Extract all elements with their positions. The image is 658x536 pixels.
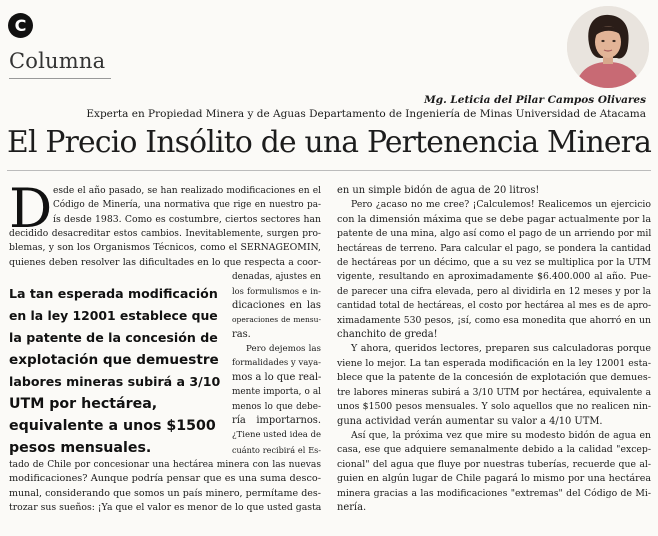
text-line: ximadamente 530 pesos, ¡sí, como esa monedita que ahorró en un bbox=[337, 314, 651, 326]
text-line: blece que la patente de la concesión de explotación que demues- bbox=[337, 372, 651, 384]
text-line: decidido desacreditar estos cambios. Inevitablemente, surgen pro- bbox=[9, 229, 321, 239]
text-line: viene lo mejor. La tan esperada modificación en la ley 12001 esta- bbox=[337, 357, 651, 369]
publication-logo: C bbox=[8, 13, 33, 38]
text-line: en un simple bidón de agua de 20 litros! bbox=[337, 185, 540, 196]
text-line: patente de una mina, algo así como el pago de un arriendo por mil bbox=[337, 228, 652, 240]
column-1-narrow bbox=[232, 270, 321, 457]
text-line: ría importarnos. bbox=[232, 415, 321, 427]
text-line: con la dimensión máxima que se debe pagar actualmente por la bbox=[337, 213, 652, 225]
pull-quote-line: labores mineras subirá a 3/10 bbox=[9, 374, 221, 389]
author-role: Experta en Propiedad Minera y de Aguas Departamento de Ingeniería de Minas Universidad de Atacama bbox=[86, 108, 646, 120]
text-line: de hectáreas por un décimo, que a su vez se multiplica por la UTM bbox=[337, 258, 651, 269]
column-1-bottom bbox=[9, 458, 321, 516]
author-name: Mg. Leticia del Pilar Campos Olivares bbox=[424, 94, 646, 106]
pull-quote-line: UTM por hectárea, bbox=[9, 396, 158, 412]
text-line: de parecer una cifra elevada, pero al dividirla en 12 meses y por la bbox=[337, 286, 651, 297]
column-1-top-full bbox=[9, 227, 321, 270]
text-line: hectáreas de terreno. Para calcular el pago, se pondera la cantidad bbox=[337, 243, 651, 254]
drop-cap: D bbox=[9, 177, 53, 240]
text-line: unos $1500 pesos mensuales. Y solo aquellos que no realicen nin- bbox=[337, 401, 651, 413]
text-line: denadas, ajustes en bbox=[232, 272, 321, 282]
text-line: ¿Tiene usted idea de bbox=[232, 430, 322, 441]
section-label: Columna bbox=[9, 49, 106, 73]
pull-quote-line: equivalente a unos $1500 bbox=[9, 418, 216, 434]
text-line: trozar sus sueños: ¡Ya que el valor es menor de lo que usted gasta bbox=[9, 502, 322, 514]
text-line: blemas, y son los Organismos Técnicos, como el SERNAGEOMIN, bbox=[9, 242, 321, 254]
text-line: guna actividad verán aumentar su valor a 4/10 UTM. bbox=[337, 415, 603, 427]
text-line: operaciones de mensu- bbox=[232, 315, 321, 325]
pull-quote-line: explotación que demuestre bbox=[9, 352, 219, 368]
text-line: guien en algún lugar de Chile pagará lo mismo por una hectárea bbox=[337, 473, 651, 485]
text-line: cuánto recibirá el Es- bbox=[232, 444, 321, 455]
pull-quote-line: la patente de la concesión de bbox=[9, 330, 218, 345]
title-divider bbox=[7, 170, 651, 171]
text-line: cantidad total de hectáreas, el costo por hectárea al mes es de apro- bbox=[337, 301, 651, 312]
pull-quote-line: en la ley 12001 establece que bbox=[9, 308, 218, 323]
text-line: modificaciones? Aunque podría pensar que es una suma desco- bbox=[9, 473, 321, 485]
text-line: vigente, resultando en aproximadamente $6.400.000 al año. Pue- bbox=[337, 271, 651, 283]
text-line: Pero ¿acaso no me cree? ¡Calculemos! Realicemos un ejercicio bbox=[351, 199, 651, 211]
text-line: formalidades y vaya- bbox=[232, 358, 322, 369]
text-line: menos lo que debe- bbox=[232, 401, 321, 412]
text-line: tre labores mineras subirá a 3/10 UTM por hectárea, equivalente a bbox=[337, 387, 651, 398]
text-line: quienes deben resolver las dificultades en lo que respecta a coor- bbox=[9, 256, 321, 268]
pull-quote bbox=[9, 283, 220, 459]
text-line: ras. bbox=[232, 328, 251, 340]
text-line: munal, considerando que somos un país minero, permítame des- bbox=[9, 487, 321, 499]
section-underline bbox=[9, 78, 111, 79]
text-line: cional" del agua que fluye por nuestras tuberías, recuerde que al- bbox=[337, 458, 651, 470]
author-photo bbox=[567, 6, 649, 88]
text-line: esde el año pasado, se han realizado modificaciones en el bbox=[53, 186, 321, 196]
pull-quote-line: pesos mensuales. bbox=[9, 440, 152, 456]
pull-quote-line: La tan esperada modificación bbox=[9, 286, 218, 301]
text-line: casa, ese que adquiere semanalmente debido a la calidad "excep- bbox=[337, 444, 651, 456]
text-line: los formulismos e in- bbox=[232, 286, 321, 297]
text-line: ís desde 1983. Como es costumbre, ciertos sectores han bbox=[53, 213, 321, 225]
text-line: Así que, la próxima vez que mire su modesto bidón de agua en bbox=[351, 429, 651, 441]
column-2 bbox=[337, 184, 651, 515]
text-line: Y ahora, queridos lectores, preparen sus calculadoras porque bbox=[351, 343, 651, 355]
text-line: mos a lo que real- bbox=[232, 371, 322, 383]
text-line: chanchito de greda! bbox=[337, 329, 438, 341]
column-1-top bbox=[53, 184, 321, 227]
text-line: Código de Minería, una normativa que rige en nuestro pa- bbox=[53, 200, 321, 211]
text-line: Pero dejemos las bbox=[246, 344, 321, 355]
author-portrait-icon bbox=[567, 6, 649, 88]
text-line: tado de Chile por concesionar una hectárea minera con las nuevas bbox=[9, 460, 321, 470]
text-line: dicaciones en las bbox=[232, 299, 321, 311]
text-line: mente importa, o al bbox=[232, 387, 321, 398]
text-line: nería. bbox=[337, 501, 367, 513]
article-title: El Precio Insólito de una Pertenencia Minera bbox=[7, 125, 652, 160]
text-line: minera gracias a las modificaciones "extremas" del Código de Mi- bbox=[337, 487, 651, 499]
